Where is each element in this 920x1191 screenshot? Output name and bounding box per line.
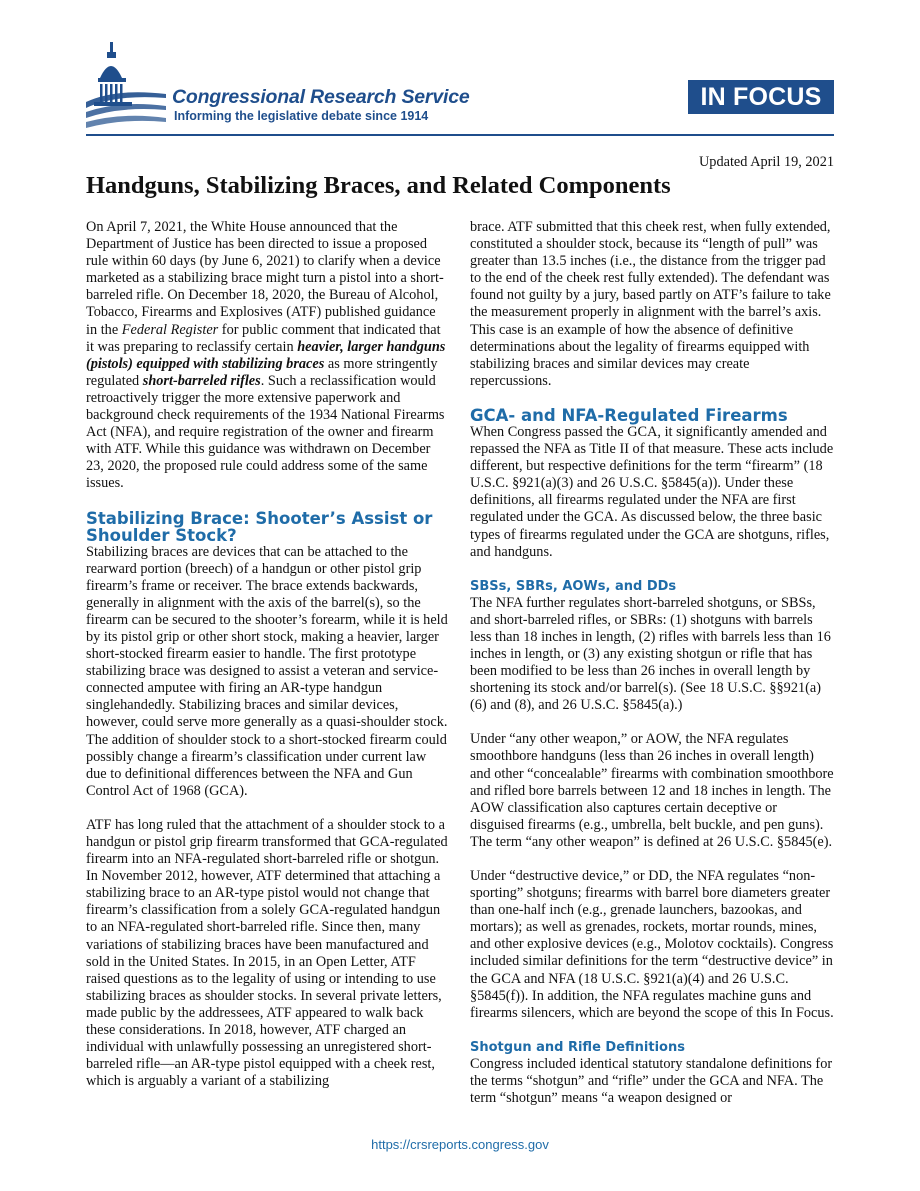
section-heading-stabilizing-brace: Stabilizing Brace: Shooter’s Assist or Shoulder Stock? [86,508,433,545]
report-header [86,38,834,138]
paragraph: Stabilizing braces are devices that can be attached to the rearward portion (breech) of a handgun or other pistol grip firearm’s frame or receiver. The brace extends backwards, generally in alignment with the axis of the barrel(s), so the firearm can be secured to the shooter’s forearm, while it is held by its pistol grip or other short stock, making a heavier, larger short-stocked firearm easier to handle. The first prototype stabilizing brace was designed to assist a veteran and service-connected amputee with firing an AR-type handgun singlehandedly. Stabilizing braces and similar devices, however, could serve more generally as a quasi-shoulder stock. The addition of shoulder stock to a short-stocked firearm could possibly change a firearm’s classification under current law due to definitional differences between the NFA and Gun Control Act of 1968 (GCA). [86,543,448,799]
left-column [86,219,448,1090]
intro-text-3: as more stringently regulated [86,355,438,389]
paragraph: When Congress passed the GCA, it significantly amended and repassed the NFA as Title II of that measure. These acts include different, but respective definitions for the term “firearm” (18 U.S.C. §921(a)(3) and 26 U.S.C. §5845(a)). Under these definitions, all firearms regulated under the NFA are first regulated under the GCA. As discussed below, the three basic types of firearms regulated under the GCA are shotguns, rifles, and handguns. [470,423,834,560]
federal-register-term: Federal Register [121,321,219,338]
capitol-dome-icon [86,38,166,130]
subsection-heading-shotgun-rifle: Shotgun and Rifle Definitions [470,1039,685,1055]
paragraph: brace. ATF submitted that this cheek rest, when fully extended, constituted a shoulder stock, because its “length of pull” was greater than 13.5 inches (i.e., the distance from the trigger pad to the end of the cheek rest fully extended). The defendant was found not guilty by a jury, based partly on ATF’s failure to take the measurement properly in alignment with the barrel’s axis. This case is an example of how the absence of definitive determinations about the legality of firearms equipped with stabilizing braces and similar devices may create repercussions. [470,219,831,389]
paragraph: Under “destructive device,” or DD, the NFA regulates “non-sporting” shotguns; firearms with barrel bore diameters greater than one-half inch (e.g., grenade launchers, bazookas, and mortars); as well as grenades, rockets, mortar rounds, mines, and other explosive devices (e.g., Molotov cocktails). Congress included similar definitions for the term “destructive device” in the GCA and NFA (18 U.S.C. §921(a)(4) and 26 U.S.C. §5845(f)). In addition, the NFA regulates machine guns and firearms silencers, which are beyond the scope of this In Focus. [470,868,834,1021]
intro-paragraph [86,219,448,493]
paragraph: Under “any other weapon,” or AOW, the NFA regulates smoothbore handguns (less than 26 inches in overall length) and other “concealable” firearms with combination smoothbore and rifled bore barrels between 12 and 18 inches in length. The AOW classification also captures certain deceptive or disguised firearms (e.g., umbrella, belt buckle, and pen guns). The term “any other weapon” is defined at 26 U.S.C. §5845(e). [470,731,834,850]
org-tagline: Informing the legislative debate since 1914 [174,109,429,123]
header-divider [86,134,834,136]
paragraph: Congress included identical statutory standalone definitions for the terms “shotgun” and “rifle” under the GCA and NFA. The term “shotgun” means “a weapon designed or [470,1055,833,1107]
updated-date: Updated April 19, 2021 [698,154,834,170]
org-name: Congressional Research Service [172,86,470,108]
intro-emphasis-1: heavier, larger handguns (pistols) equipped with stabilizing braces [86,338,446,372]
in-focus-badge: IN FOCUS [688,80,834,114]
paragraph: ATF has long ruled that the attachment of a shoulder stock to a handgun or pistol grip firearm transformed that GCA-regulated firearm into an NFA-regulated short-barreled rifle or shotgun. In November 2012, however, ATF determined that attaching a stabilizing brace to an AR-type pistol would not change that firearm’s classification from a solely GCA-regulated handgun to an NFA-regulated short-barreled rifle. Since then, many variations of stabilizing braces have been manufactured and sold in the United States. In 2015, in an Open Letter, ATF raised questions as to the legality of using or intending to use stabilizing braces as shoulder stocks. In several private letters, made public by the addressees, ATF appeared to walk back these considerations. In 2018, however, ATF charged an individual with unlawfully possessing an unregistered short-barreled rifle—an AR-type pistol equipped with a cheek rest, which is arguably a variant of a stabilizing [86,816,448,1090]
right-column [470,219,834,1107]
paragraph: The NFA further regulates short-barreled shotguns, or SBSs, and short-barreled rifles, or SBRs: (1) shotguns with barrels less than 18 inches in length, (2) rifles with barrels less than 16 inches in length, or (3) any existing shotgun or rifle that has been modified to be less than 26 inches in overall length by shortening its stock and/or barrel(s). (See 18 U.S.C. §§921(a)(6) and (8), and 26 U.S.C. §5845(a).) [470,594,831,714]
footer-url-link[interactable]: https://crsreports.congress.gov [371,1137,549,1152]
intro-text-1: On April 7, 2021, the White House announced that the Department of Justice has been directed to issue a proposed rule within 60 days (by June 6, 2021) to clarify when a device marketed as a stabilizing brace might turn a pistol into a short-barreled rifle. On December 18, 2020, the Bureau of Alcohol, Tobacco, Firearms and Explosives (ATF) published guidance in the [86,219,444,338]
intro-text-4: . Such a reclassification would retroactively trigger the more extensive paperwork and background check requirements of the 1934 National Firearms Act (NFA), and require registration of the owner and firearm with ATF. While this guidance was withdrawn on December 23, 2020, the proposed rule could address some of the same issues. [86,372,445,492]
section-heading-gca-nfa: GCA- and NFA-Regulated Firearms [470,405,788,425]
intro-text-2: for public comment that indicated that it was preparing to reclassify certain [86,321,441,355]
subsection-heading-sbs-sbr: SBSs, SBRs, AOWs, and DDs [470,578,677,594]
intro-emphasis-2: short-barreled rifles [142,372,261,389]
document-title: Handguns, Stabilizing Braces, and Related Components [86,172,671,199]
